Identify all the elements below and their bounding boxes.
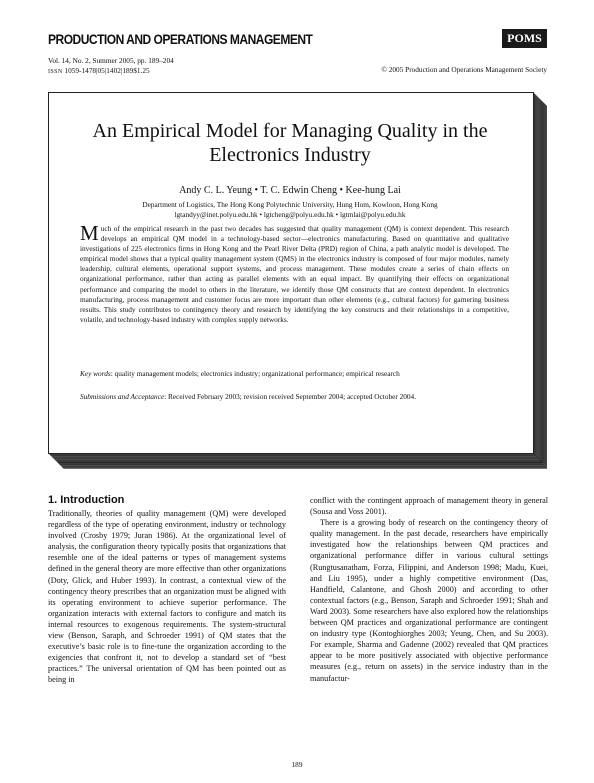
body-paragraph: conflict with the contingent approach of management theory in general (Sousa and Voss 2001). bbox=[310, 496, 548, 517]
article-authors: Andy C. L. Yeung • T. C. Edwin Cheng • Kee-hung Lai bbox=[179, 185, 401, 196]
submission-text: : Received February 2003; revision received September 2004; accepted October 2004. bbox=[164, 392, 417, 401]
article-title: An Empirical Model for Managing Quality in the Electronics Industry bbox=[92, 120, 488, 166]
submission-label: Submissions and Acceptance bbox=[80, 392, 165, 401]
section-heading: 1. Introduction bbox=[48, 494, 125, 506]
author-emails: lgtandyy@inet.polyu.edu.hk • lgtcheng@polyu.edu.hk • lgtmlai@polyu.edu.hk bbox=[174, 209, 406, 219]
keywords bbox=[80, 369, 505, 379]
copyright-notice: © 2005 Production and Operations Management Society bbox=[381, 65, 547, 74]
abstract bbox=[80, 221, 509, 325]
abstract-text: uch of the empirical research in the past two decades has suggested that quality management (QM) is context dependent. This research develops an empirical QM model in a technology-based sector—electronics manufacturing. Based on quantitative and qualitative investigations of 225 electronics firms in Hong Kong and the Pearl River Delta (PRD) region of China, a path analytic model is developed. The empirical model shows that a typical quality management system (QMS) in the electronics industry is composed of four major modules, namely leadership, cultural elements, operational support systems, and process management. These modules create a series of chain effects on organizational performance, rather than acting as parallel elements with an equal impact. By quantifying their effects on organizational performance and comparing the model to others in the literature, we identify those QM constructs that are context dependent. In electronics manufacturing, process management and customer focus are more important than other elements (e.g., cultural factors) for garnering business results. This study contributes to contingency theory and research by identifying the key constructs and their relationships in a competitive, volatile, and technology-based industry with complex supply networks. bbox=[80, 224, 509, 324]
body-paragraph: There is a growing body of research on the contingency theory of quality management. In the past decade, researchers have empirically investigated how the relationships between QM practices and organizational performance differ in various cultural settings (Rungtusanatham, Forza, Filippini, and Anderson 1998; Madu, Kuei, and Liu 1995), under a highly competitive environment (Das, Handfield, Calantone, and Ghosh 2000) and according to other contextual factors (e.g., Benson, Saraph and Schroeder 1991; Shah and Ward 2003). Some researchers have also explored how the relationships between QM practices and organizational performance are contingent on industry type (Kontoghiorghes 2003; Yeung, Chen, and Su 2003). For example, Sharma and Gadenne (2002) revealed that QM practices appear to be more positively associated with objective performance measures (e.g., return on assets) in the service industry than in the manufactur- bbox=[310, 518, 548, 683]
abstract-dropcap: M bbox=[80, 221, 99, 245]
affiliation-department: Department of Logistics, The Hong Kong Polytechnic University, Hung Hom, Kowloon, Hong Kong bbox=[142, 200, 438, 209]
issn-value: 1059-1478|05|1402|189$1.25 bbox=[64, 65, 150, 75]
author-affiliation bbox=[48, 200, 532, 219]
journal-name: PRODUCTION AND OPERATIONS MANAGEMENT bbox=[48, 31, 313, 47]
keywords-label: Key words bbox=[80, 369, 111, 378]
issn-label: ISSN bbox=[48, 68, 63, 75]
keywords-text: : quality management models; electronics industry; organizational performance; empirical research bbox=[110, 369, 400, 378]
body-paragraph: Traditionally, theories of quality management (QM) were developed regardless of the type of operating environment, industry or technology involved (Crosby 1979; Juran 1986). At the organizational level of analysis, the configuration theory typically posits that organizations that resemble one of the ideal patterns or types of management systems defined in the general theory are more effective than other organizations (Doty, Glick, and Huber 1993). In contrast, a contextual view of the contingency theory prescribes that an organization must be aligned with its operating environment to achieve superior performance. The organization interacts with external factors to configure and match its internal resources to exogenous requirements. The system-structural view (Benson, Saraph, and Schroeder 1991) of QM states that the executive’s basic role is to fine-tune the organization according to the exigencies that confront it, not to develop a standard set of “best practices.” The universal orientation of QM has been pointed out as being in bbox=[48, 509, 286, 685]
issue-info bbox=[48, 56, 174, 77]
volume-line: Vol. 14, No. 2, Summer 2005, pp. 189–204 bbox=[48, 56, 174, 65]
body-column-left bbox=[48, 508, 286, 686]
poms-badge: POMS bbox=[502, 29, 547, 48]
issn-line bbox=[48, 66, 174, 78]
page-number: 189 bbox=[291, 760, 303, 769]
submission-history bbox=[80, 392, 505, 402]
body-column-right bbox=[310, 495, 548, 684]
